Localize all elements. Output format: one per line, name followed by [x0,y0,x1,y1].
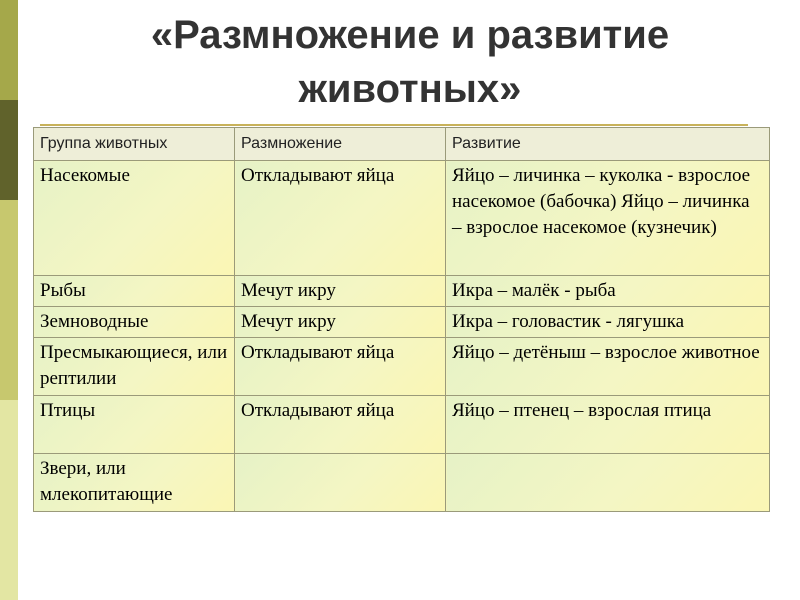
table-header-row [34,128,770,161]
cell-group: Птицы [34,396,235,454]
animal-reproduction-table [33,127,770,512]
cell-development: Яйцо – птенец – взрослая птица [446,396,770,454]
cell-group: Земноводные [34,307,235,338]
title-divider [40,124,748,126]
slide-title-line-1: «Размножение и развитие [150,13,670,57]
table-row [34,338,770,396]
cell-reproduction: Откладывают яйца [235,338,446,396]
cell-development: Икра – головастик - лягушка [446,307,770,338]
side-bar-segment [0,100,18,200]
cell-reproduction: Откладывают яйца [235,161,446,276]
cell-group: Рыбы [34,276,235,307]
side-decor-bar [0,0,18,600]
cell-group: Звери, или млекопитающие [34,454,235,512]
slide-title [60,8,760,116]
side-bar-segment [0,400,18,600]
table-row [34,396,770,454]
header-reproduction: Размножение [235,128,446,161]
cell-reproduction [235,454,446,512]
cell-reproduction: Мечут икру [235,307,446,338]
side-bar-segment [0,200,18,400]
cell-group: Пресмыкающиеся, или рептилии [34,338,235,396]
cell-development: Икра – малёк - рыба [446,276,770,307]
cell-group: Насекомые [34,161,235,276]
header-development: Развитие [446,128,770,161]
table-row [34,454,770,512]
cell-reproduction: Мечут икру [235,276,446,307]
header-animal-group: Группа животных [34,128,235,161]
table-row [34,276,770,307]
cell-development: Яйцо – личинка – куколка - взрослое насекомое (бабочка) Яйцо – личинка – взрослое насекомое (кузнечик) [446,161,770,276]
slide-title-line-2: животных» [298,67,522,111]
table-row [34,161,770,276]
cell-development [446,454,770,512]
side-bar-segment [0,0,18,100]
cell-development: Яйцо – детёныш – взрослое животное [446,338,770,396]
table-row [34,307,770,338]
cell-reproduction: Откладывают яйца [235,396,446,454]
